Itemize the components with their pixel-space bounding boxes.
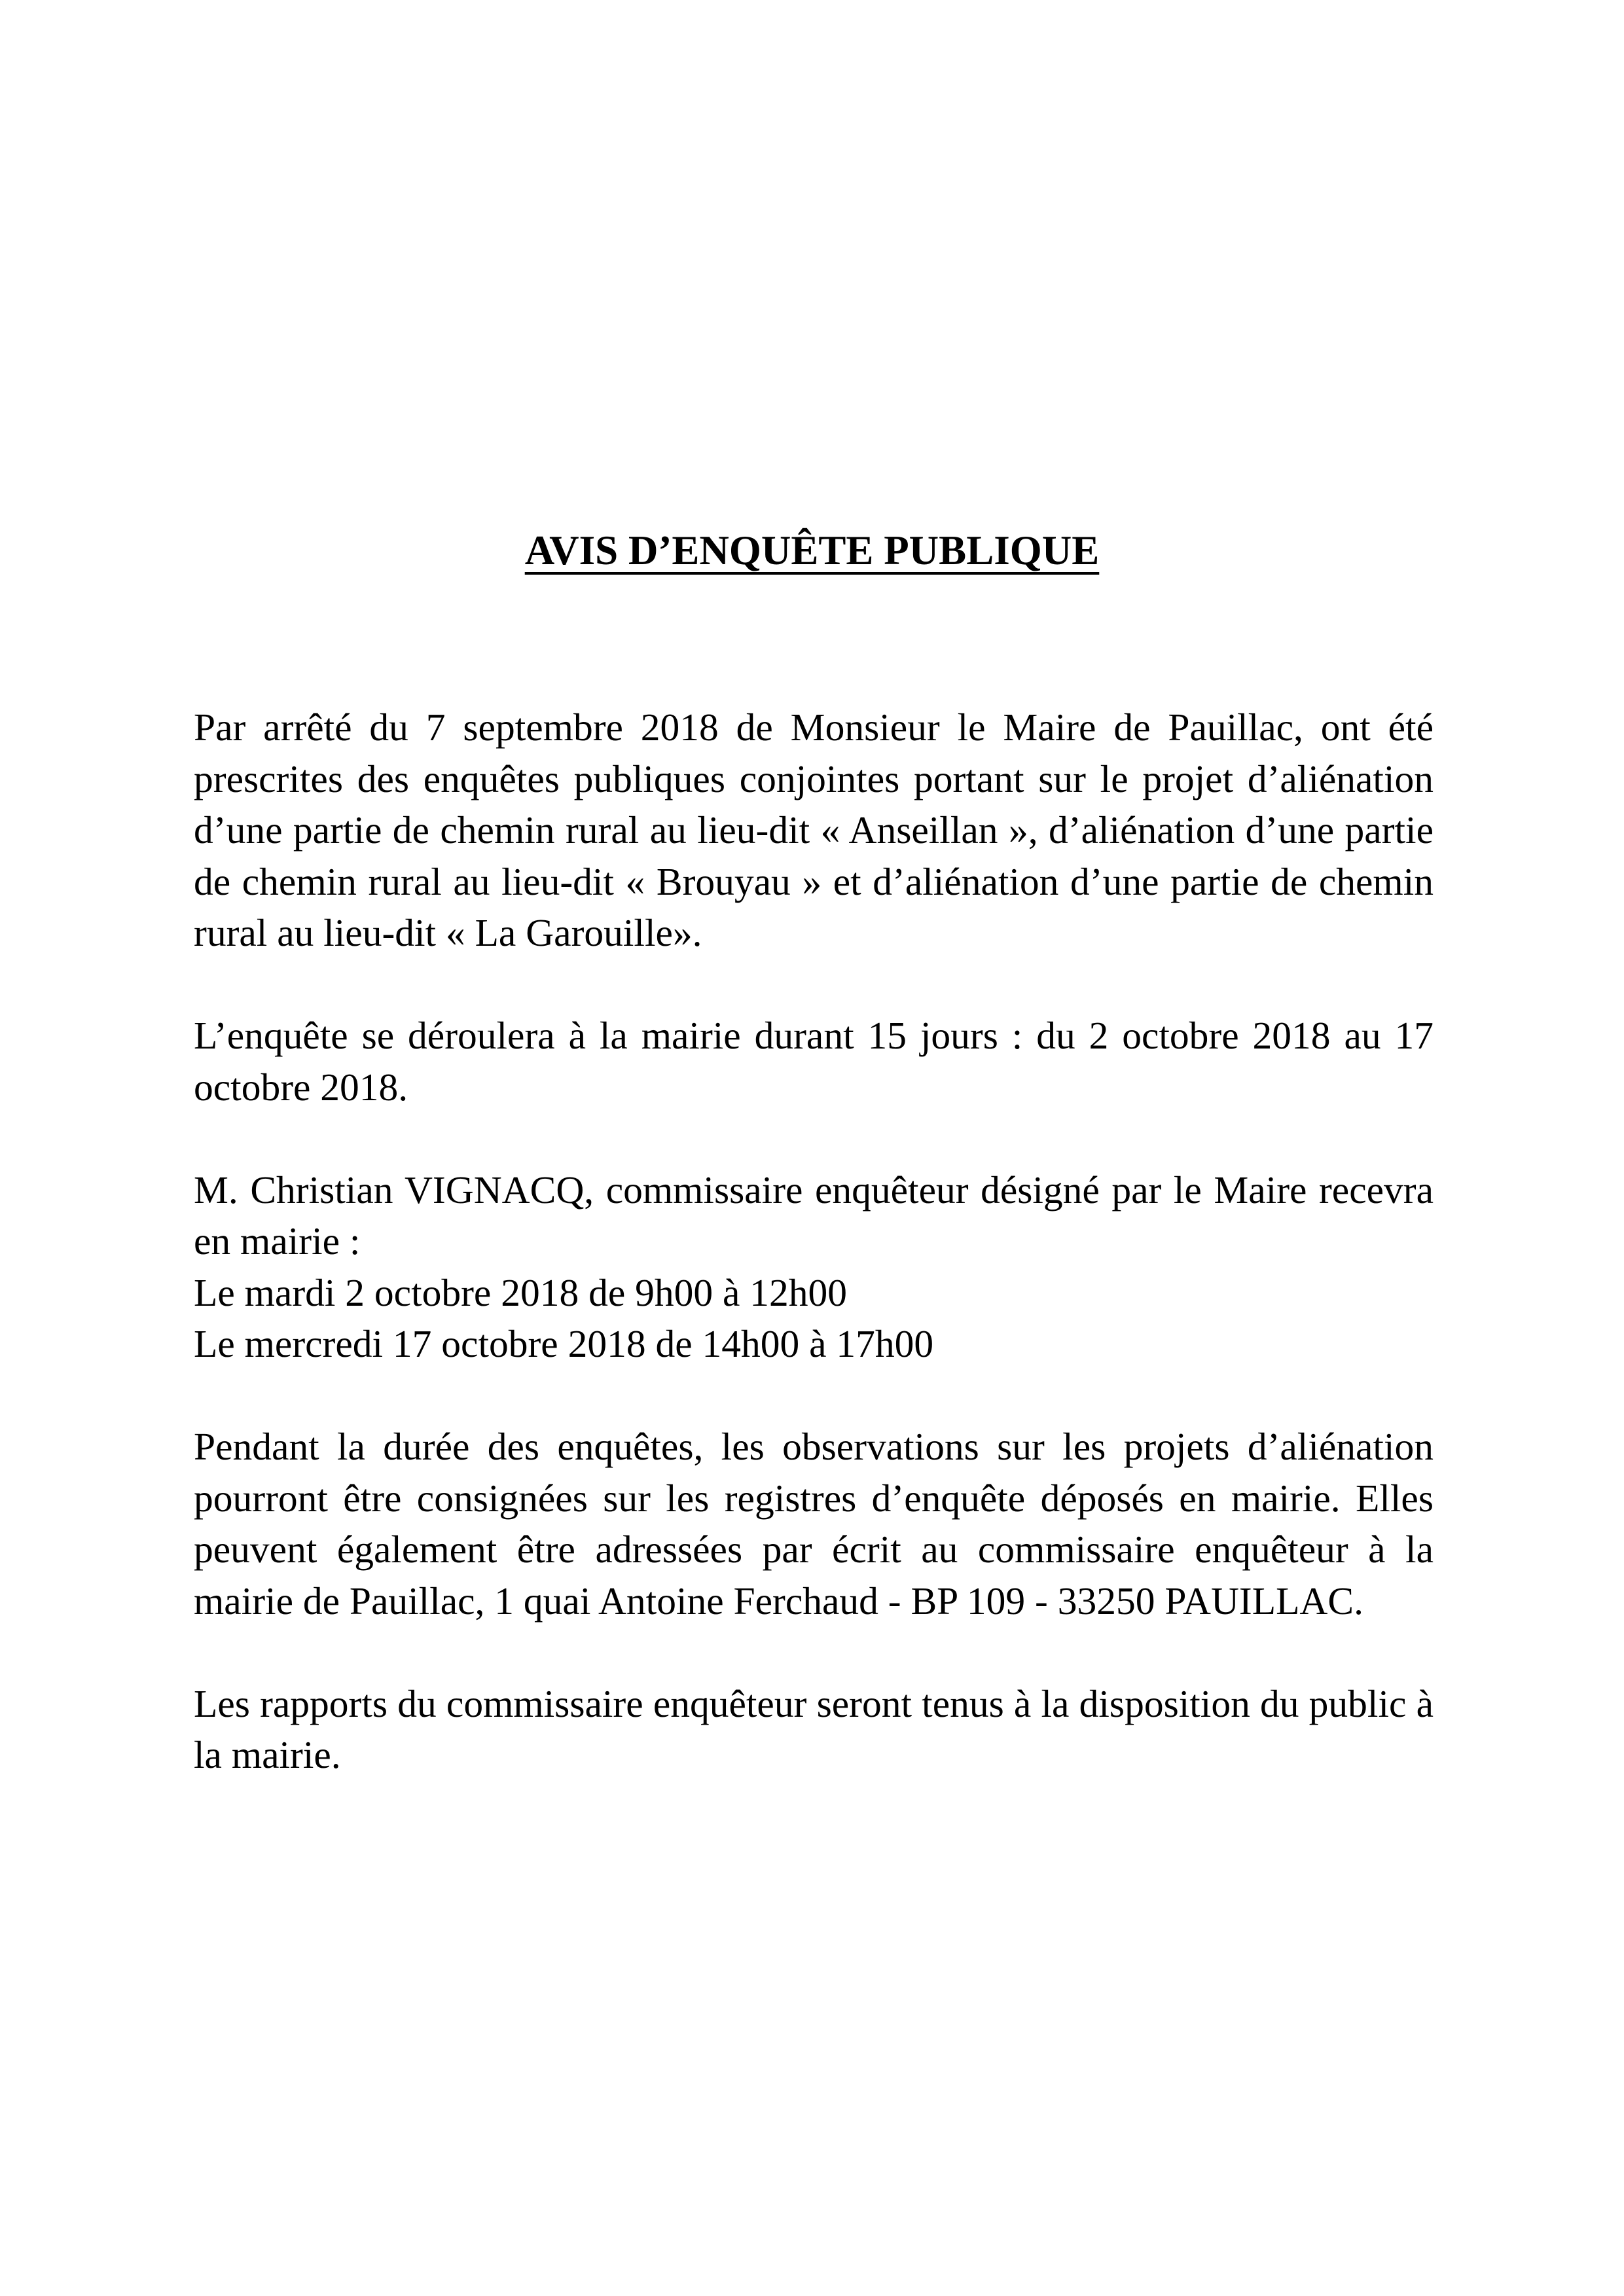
schedule-line-2: Le mercredi 17 octobre 2018 de 14h00 à 17h00 <box>194 1322 934 1365</box>
commissaire-intro: M. Christian VIGNACQ, commissaire enquêteur désigné par le Maire recevra en mairie : <box>194 1168 1434 1263</box>
paragraph-commissaire <box>194 1164 1434 1370</box>
document-body <box>194 702 1434 1832</box>
paragraph-enquete-dates: L’enquête se déroulera à la mairie durant 15 jours : du 2 octobre 2018 au 17 octobre 2018. <box>194 1014 1434 1109</box>
paragraph-rapports: Les rapports du commissaire enquêteur seront tenus à la disposition du public à la mairie. <box>194 1681 1434 1776</box>
paragraph-observations: Pendant la durée des enquêtes, les observations sur les projets d’aliénation pourront être consignées sur les registres d’enquête déposés en mairie. Elles peuvent également être adressées par écrit au commissaire enquêteur à la mairie de Pauillac, 1 quai Antoine Ferchaud - BP 109 - 33250 PAUILLAC. <box>194 1425 1434 1623</box>
schedule-line-1: Le mardi 2 octobre 2018 de 9h00 à 12h00 <box>194 1270 848 1314</box>
page-title: AVIS D’ENQUÊTE PUBLIQUE <box>524 528 1100 573</box>
paragraph-arrete: Par arrêté du 7 septembre 2018 de Monsieur le Maire de Pauillac, ont été prescrites des enquêtes publiques conjointes portant sur le projet d’aliénation d’une partie de chemin rural au lieu-dit « Anseillan », d’aliénation d’une partie de chemin rural au lieu-dit « Brouyau » et d’aliénation d’une partie de chemin rural au lieu-dit « La Garouille». <box>194 706 1434 954</box>
